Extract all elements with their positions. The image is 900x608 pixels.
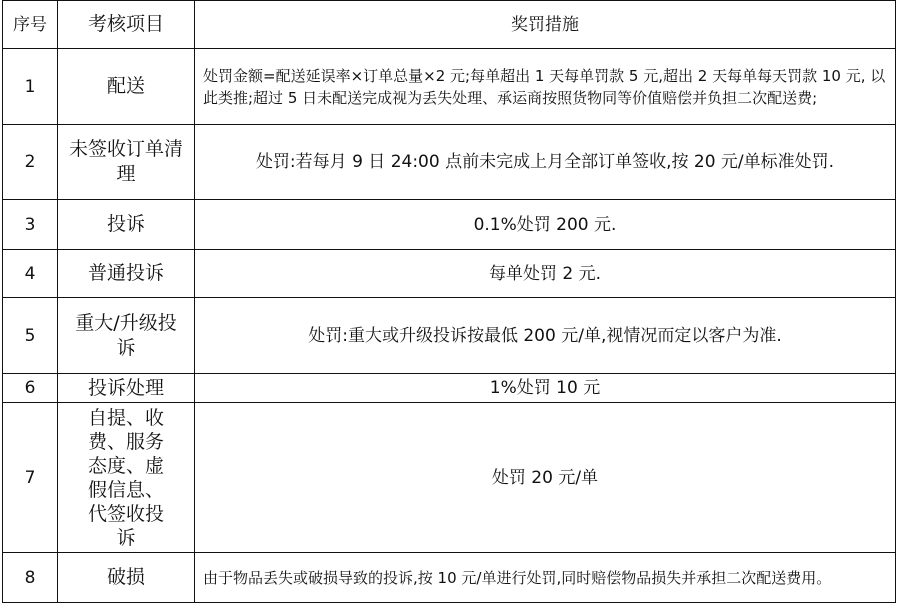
- table-row: [3, 125, 896, 200]
- row-measure: 处罚:重大或升级投诉按最低 200 元/单,视情况而定以客户为准.: [195, 298, 896, 374]
- row-measure: 处罚 20 元/单: [195, 403, 896, 553]
- row-no: 5: [3, 298, 58, 374]
- row-no: 7: [3, 403, 58, 553]
- row-item: 投诉处理: [58, 374, 195, 403]
- penalty-table: [2, 0, 896, 603]
- row-item: 自提、收费、服务态度、虚假信息、代签收投诉: [58, 403, 195, 553]
- header-item: 考核项目: [58, 1, 195, 49]
- table-row: [3, 298, 896, 374]
- row-item: 破损: [58, 553, 195, 603]
- header-measure: 奖罚措施: [195, 1, 896, 49]
- table-row: [3, 374, 896, 403]
- row-no: 6: [3, 374, 58, 403]
- row-no: 1: [3, 49, 58, 125]
- table-row: [3, 403, 896, 553]
- row-item: 普通投诉: [58, 250, 195, 298]
- row-measure: 0.1%处罚 200 元.: [195, 200, 896, 250]
- row-item: 未签收订单清理: [58, 125, 195, 200]
- table-header-row: [3, 1, 896, 49]
- header-no: 序号: [3, 1, 58, 49]
- row-measure: 由于物品丢失或破损导致的投诉,按 10 元/单进行处罚,同时赔偿物品损失并承担二次配送费用。: [195, 553, 896, 603]
- row-no: 3: [3, 200, 58, 250]
- row-measure: 每单处罚 2 元.: [195, 250, 896, 298]
- row-measure: 处罚金额=配送延误率×订单总量×2 元;每单超出 1 天每单罚款 5 元,超出 2 天每单每天罚款 10 元, 以此类推;超过 5 日未配送完成视为丢失处理、承运商按照货物同等价值赔偿并负担二次配送费;: [195, 49, 896, 125]
- row-no: 8: [3, 553, 58, 603]
- row-measure: 处罚:若每月 9 日 24:00 点前未完成上月全部订单签收,按 20 元/单标准处罚.: [195, 125, 896, 200]
- table-row: [3, 250, 896, 298]
- row-item: 配送: [58, 49, 195, 125]
- table-row: [3, 200, 896, 250]
- table-row: [3, 553, 896, 603]
- row-no: 4: [3, 250, 58, 298]
- row-item: 重大/升级投诉: [58, 298, 195, 374]
- row-item: 投诉: [58, 200, 195, 250]
- table-row: [3, 49, 896, 125]
- row-measure: 1%处罚 10 元: [195, 374, 896, 403]
- row-no: 2: [3, 125, 58, 200]
